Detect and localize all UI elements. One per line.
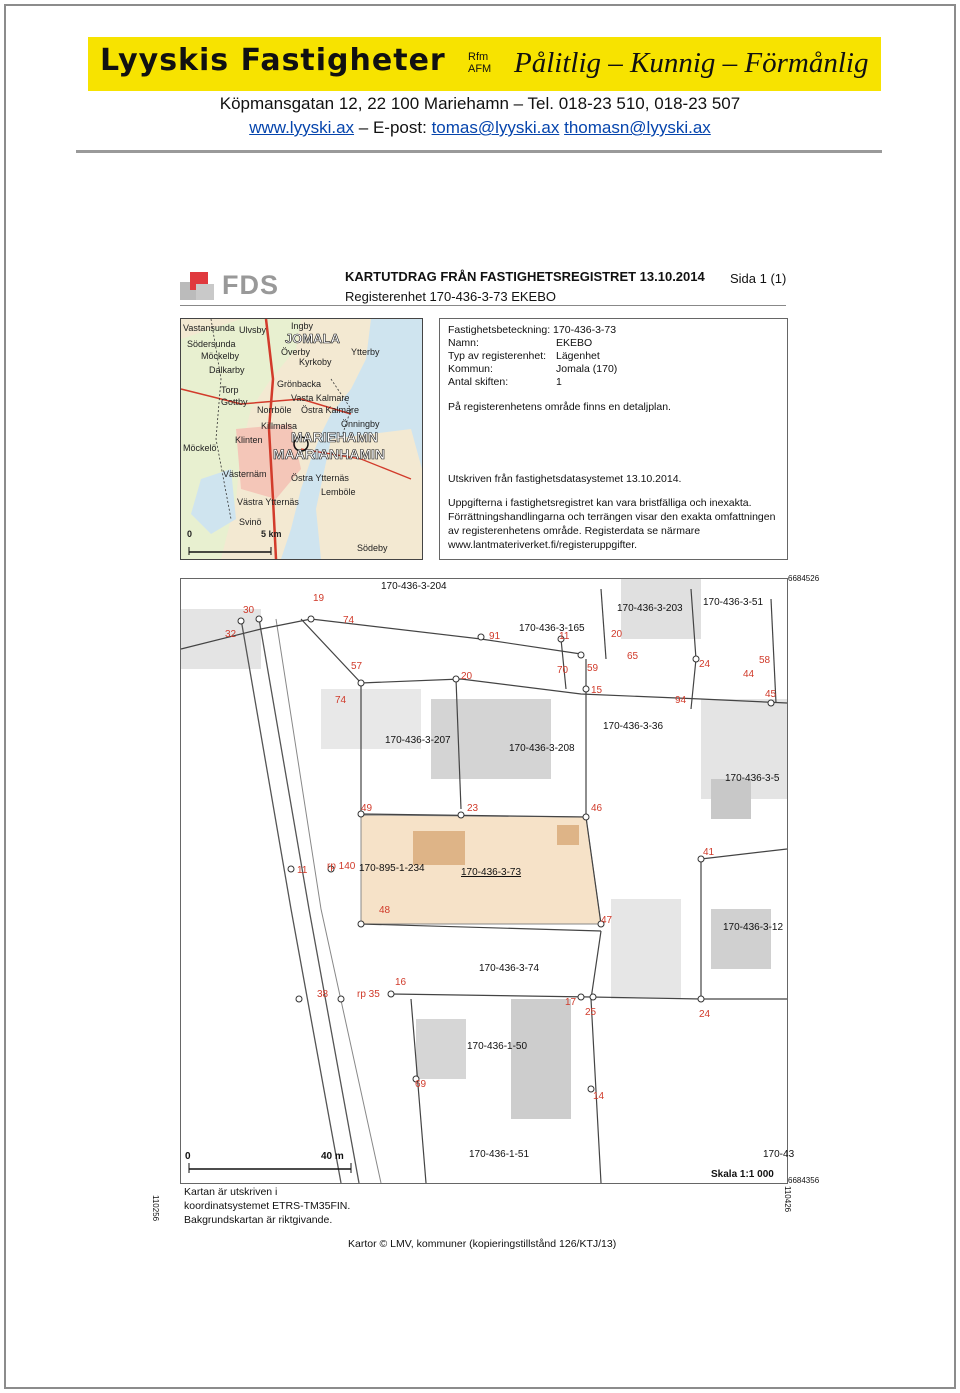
namn-label: Namn: <box>448 337 479 349</box>
place-label: MARIEHAMN <box>291 429 379 445</box>
point-number: 30 <box>243 605 255 616</box>
point-number: 20 <box>461 671 473 682</box>
place-label: Södeby <box>357 543 388 553</box>
scale-ratio: Skala 1:1 000 <box>711 1169 774 1180</box>
point-number: 94 <box>675 695 687 706</box>
point-number: 23 <box>467 803 479 814</box>
point-number: 20 <box>611 629 623 640</box>
point-number: 69 <box>415 1079 427 1090</box>
cadastral-map-graphic <box>181 579 787 1183</box>
place-label: Södersunda <box>187 339 236 349</box>
kommun-value: Jomala (170) <box>556 363 618 375</box>
header-divider <box>76 150 882 153</box>
point-number: 47 <box>601 915 613 926</box>
point-number: 57 <box>351 661 363 672</box>
place-label: Överby <box>281 347 311 357</box>
point-number: 32 <box>225 629 237 640</box>
rfm-text: Rfm <box>468 51 489 63</box>
point-number: rp 140 <box>327 861 356 872</box>
parcel-label: 170-436-3-207 <box>385 735 451 746</box>
parcel-label: 170-43 <box>763 1149 795 1160</box>
parcel-label: 170-436-3-51 <box>703 597 764 608</box>
point-number: 11 <box>297 865 308 876</box>
place-label: Möckelby <box>201 351 240 361</box>
point-number: 65 <box>627 651 639 662</box>
kommun-label: Kommun: <box>448 363 493 375</box>
place-label: Ingby <box>291 321 314 331</box>
point-number: 58 <box>759 655 771 666</box>
overview-map <box>180 318 423 560</box>
parcel-label-selected: 170-436-3-73 <box>461 867 522 878</box>
typ-label: Typ av registerenhet: <box>448 350 547 362</box>
place-label: Västra Ytternäs <box>237 497 299 507</box>
point-number: 15 <box>591 685 603 696</box>
scale-zero: 0 <box>187 529 193 539</box>
disclaimer-link: www.lantmateriverket.fi/registeruppgifter. <box>448 539 638 551</box>
point-number: 44 <box>743 669 755 680</box>
point-number: 19 <box>313 593 325 604</box>
point-number: 24 <box>699 659 711 670</box>
document-title: KARTUTDRAG FRÅN FASTIGHETSREGISTRET 13.10.2014 <box>345 269 705 284</box>
place-label: Klinten <box>235 435 263 445</box>
disclaimer-line: Förrättningshandlingarna och terrängen visar den exakta omfattningen <box>448 511 776 523</box>
parcel-label: 170-436-1-51 <box>469 1149 530 1160</box>
place-label: Vastansunda <box>183 323 235 333</box>
place-label: JOMALA <box>285 331 340 346</box>
note-line: Kartan är utskriven i <box>184 1186 278 1198</box>
typ-value: Lägenhet <box>556 350 600 362</box>
scale-zero: 0 <box>185 1151 191 1162</box>
email-link-1[interactable]: tomas@lyyski.ax <box>431 118 560 137</box>
place-label: Lemböle <box>321 487 356 497</box>
property-info-box <box>439 318 788 560</box>
note-line: koordinatsystemet ETRS-TM35FIN. <box>184 1200 351 1212</box>
parcel-label: 170-895-1-234 <box>359 863 425 874</box>
parcel-label: 170-436-3-36 <box>603 721 664 732</box>
parcel-label: 170-436-3-12 <box>723 922 784 933</box>
document-subtitle: Registerenhet 170-436-3-73 EKEBO <box>345 289 557 304</box>
point-number: 17 <box>565 997 577 1008</box>
point-number: 91 <box>489 631 501 642</box>
email-label: – E-post: <box>358 118 427 137</box>
point-number: 25 <box>585 1007 597 1018</box>
detaljplan-note: På registerenhetens område finns en detaljplan. <box>448 401 671 413</box>
cadastral-map <box>180 578 795 1184</box>
coordinate-label: 110426 <box>783 1186 792 1213</box>
place-label: Vasta Kalmare <box>291 393 350 403</box>
place-label: MAARIANHAMIN <box>273 446 385 462</box>
place-label: Möckelö <box>183 443 217 453</box>
place-label: Kyrkoby <box>299 357 332 367</box>
point-number: 45 <box>765 689 777 700</box>
skiften-label: Antal skiften: <box>448 376 509 388</box>
place-label: Grönbacka <box>277 379 322 389</box>
parcel-label: 170-436-3-203 <box>617 603 683 614</box>
parcel-label: 170-436-1-50 <box>467 1041 528 1052</box>
point-number: 41 <box>703 847 715 858</box>
place-label: Svinö <box>239 517 262 527</box>
place-label: Gottby <box>221 397 248 407</box>
place-label: Önningby <box>341 419 380 429</box>
utskriven-note: Utskriven från fastighetsdatasystemet 13.10.2014. <box>448 473 682 485</box>
point-number: 24 <box>699 1009 711 1020</box>
contact-line <box>0 118 960 138</box>
point-number: rp 35 <box>357 989 380 1000</box>
point-number: 49 <box>361 803 373 814</box>
place-label: Ulvsby <box>239 325 267 335</box>
note-line: Bakgrundskartan är riktgivande. <box>184 1214 333 1226</box>
company-banner <box>88 37 881 91</box>
parcel-label: 170-436-3-165 <box>519 623 585 634</box>
website-link[interactable]: www.lyyski.ax <box>249 118 355 137</box>
slogan: Pålitlig – Kunnig – Förmånlig <box>514 47 869 79</box>
document-divider <box>180 305 786 306</box>
point-number: 48 <box>379 905 391 916</box>
copyright-footer: Kartor © LMV, kommuner (kopieringstillstånd 126/KTJ/13) <box>348 1238 617 1250</box>
parcel-label: 170-436-3-5 <box>725 773 780 784</box>
point-number: 46 <box>591 803 603 814</box>
point-number: 74 <box>343 615 355 626</box>
namn-value: EKEBO <box>556 337 593 349</box>
point-number: 16 <box>395 977 407 988</box>
coordinate-label: 110256 <box>151 1195 160 1222</box>
place-label: Torp <box>221 385 239 395</box>
disclaimer-line: Uppgifterna i fastighetsregistret kan vara bristfälliga och inexakta. <box>448 497 752 509</box>
skiften-value: 1 <box>556 376 562 388</box>
place-label: Norrböle <box>257 405 292 415</box>
parcel-label: 170-436-3-74 <box>479 963 540 974</box>
point-number: 74 <box>335 695 347 706</box>
point-number: 14 <box>593 1091 605 1102</box>
address-line: Köpmansgatan 12, 22 100 Mariehamn – Tel. 018-23 510, 018-23 507 <box>219 94 741 113</box>
point-number: 38 <box>317 989 329 1000</box>
parcel-label: 170-436-3-204 <box>381 581 447 592</box>
afm-text: AFM <box>468 63 492 75</box>
coordinate-label: 6684356 <box>788 1176 820 1185</box>
fds-logo-text: FDS <box>222 270 279 300</box>
fastighetsbeteckning: Fastighetsbeteckning: 170-436-3-73 <box>448 324 617 336</box>
point-number: 59 <box>587 663 599 674</box>
company-logo: Lyyskis Fastigheter <box>100 43 446 78</box>
place-label: Dalkarby <box>209 365 245 375</box>
rfm-afm-mark <box>468 51 491 75</box>
scale-label: 40 m <box>321 1151 344 1162</box>
place-label: Ytterby <box>351 347 380 357</box>
scale-label: 5 km <box>261 529 282 539</box>
coordinate-label: 6684526 <box>788 574 820 583</box>
place-label: Östra Ytternäs <box>291 473 349 483</box>
page-number: Sida 1 (1) <box>730 271 787 286</box>
point-number: 11 <box>559 631 570 642</box>
email-link-2[interactable]: thomasn@lyyski.ax <box>564 118 711 137</box>
place-label: Östra Kalmare <box>301 405 360 415</box>
disclaimer-line: av registerenhetens område. Registerdata se närmare <box>448 525 701 537</box>
place-label: Killmalsa <box>261 421 298 431</box>
point-number: 70 <box>557 665 569 676</box>
place-label: Västernäm <box>223 469 267 479</box>
parcel-label: 170-436-3-208 <box>509 743 575 754</box>
